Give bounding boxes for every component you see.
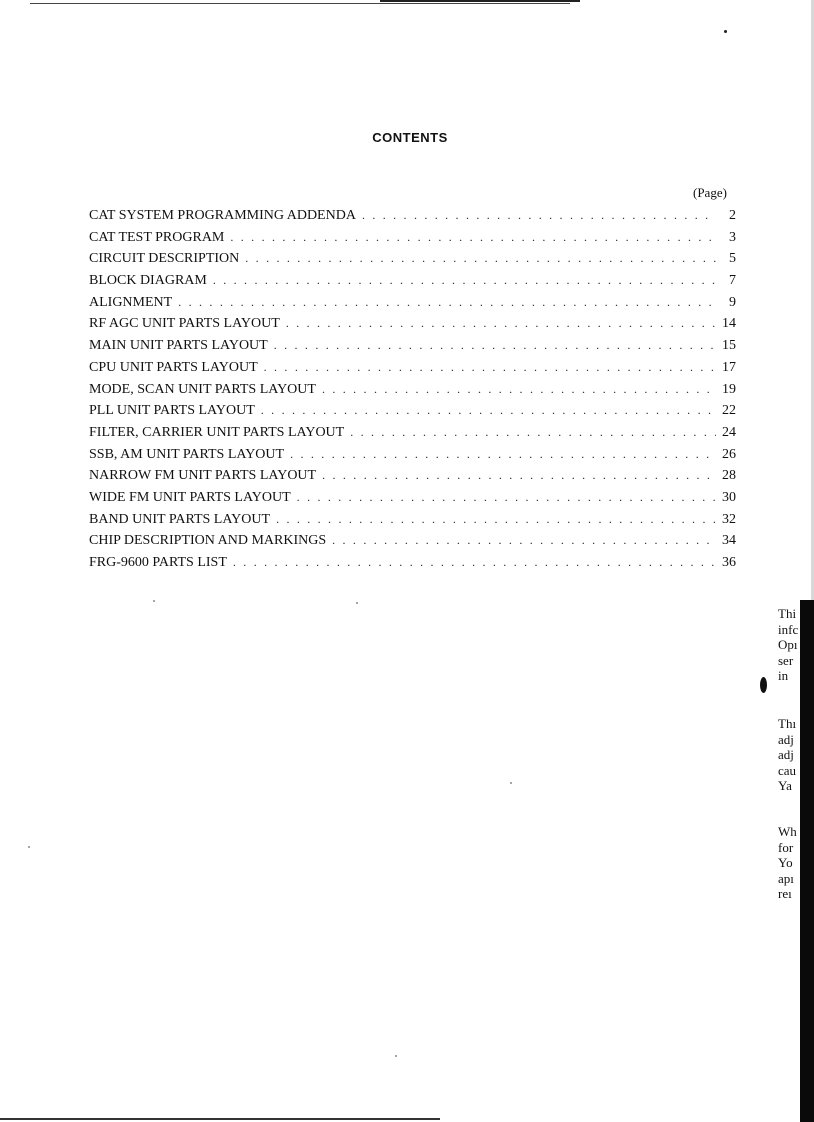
toc-entry-page: 36 <box>722 555 736 570</box>
toc-entry <box>89 422 736 444</box>
toc-entry <box>89 357 736 379</box>
adjacent-page-fragment-2: Thı adj adj cau Ya <box>778 716 797 793</box>
toc-entry-page: 14 <box>722 316 736 332</box>
toc-entry-label: CAT TEST PROGRAM <box>89 229 225 245</box>
toc-entry-page: 17 <box>722 359 736 375</box>
adjacent-page-shadow <box>800 600 814 1122</box>
toc-entry-label: RF AGC UNIT PARTS LAYOUT <box>89 316 280 332</box>
toc-entry-page: 28 <box>722 468 736 484</box>
toc-entry-label: NARROW FM UNIT PARTS LAYOUT <box>89 468 317 484</box>
toc-entry-label: MODE, SCAN UNIT PARTS LAYOUT <box>89 381 316 397</box>
toc-entry-page: 2 <box>729 208 736 223</box>
toc-entry-label: CPU UNIT PARTS LAYOUT <box>89 359 258 375</box>
table-of-contents <box>89 205 736 574</box>
toc-entry-page: 30 <box>722 489 736 505</box>
toc-leader-dots <box>261 400 716 422</box>
scan-speck <box>356 602 358 604</box>
toc-entry <box>89 248 736 270</box>
toc-entry-label: WIDE FM UNIT PARTS LAYOUT <box>89 489 291 505</box>
toc-entry-label: CIRCUIT DESCRIPTION <box>89 251 240 267</box>
toc-entry-page: 24 <box>722 424 736 440</box>
toc-entry-label: FRG-9600 PARTS LIST <box>89 555 227 570</box>
toc-leader-dots <box>276 509 716 531</box>
toc-leader-dots <box>245 248 716 270</box>
toc-entry <box>89 205 736 227</box>
toc-entry <box>89 400 736 422</box>
scan-speck <box>510 782 512 784</box>
toc-entry-label: BAND UNIT PARTS LAYOUT <box>89 511 271 527</box>
toc-leader-dots <box>350 422 716 444</box>
toc-leader-dots <box>322 379 716 401</box>
scan-speck <box>395 1055 397 1057</box>
toc-leader-dots <box>213 270 716 292</box>
toc-entry <box>89 270 736 292</box>
toc-entry-label: CHIP DESCRIPTION AND MARKINGS <box>89 533 327 549</box>
top-scan-rule-dark <box>380 0 580 2</box>
toc-entry <box>89 292 736 314</box>
adjacent-page-fragment-3: Wh for Yo apı reı <box>778 824 797 901</box>
toc-entry-label: BLOCK DIAGRAM <box>89 273 207 289</box>
toc-entry <box>89 487 736 509</box>
toc-entry-page: 7 <box>729 273 736 289</box>
scan-speck <box>28 846 30 848</box>
toc-leader-dots <box>233 552 716 574</box>
page-column-label: (Page) <box>693 185 727 200</box>
toc-entry <box>89 335 736 357</box>
toc-entry <box>89 313 736 335</box>
toc-leader-dots <box>230 227 716 249</box>
scan-speck <box>724 30 727 33</box>
toc-leader-dots <box>274 335 716 357</box>
toc-entry-page: 3 <box>729 229 736 245</box>
toc-entry <box>89 379 736 401</box>
toc-entry-label: MAIN UNIT PARTS LAYOUT <box>89 338 268 354</box>
adjacent-page-fragment-1: Thi infc Opı ser in <box>778 606 799 683</box>
toc-entry-label: SSB, AM UNIT PARTS LAYOUT <box>89 446 285 462</box>
toc-entry-page: 32 <box>722 511 736 527</box>
toc-entry-page: 5 <box>729 251 736 267</box>
toc-entry-page: 19 <box>722 381 736 397</box>
toc-entry-label: PLL UNIT PARTS LAYOUT <box>89 403 255 419</box>
toc-leader-dots <box>290 444 716 466</box>
binding-hole-mark <box>760 677 767 693</box>
toc-entry <box>89 509 736 531</box>
toc-entry-page: 22 <box>722 403 736 419</box>
toc-leader-dots <box>286 313 716 335</box>
bottom-scan-rule <box>0 1118 440 1120</box>
scan-speck <box>153 600 155 602</box>
toc-entry <box>89 465 736 487</box>
toc-leader-dots <box>297 487 716 509</box>
toc-entry-label: FILTER, CARRIER UNIT PARTS LAYOUT <box>89 424 345 440</box>
toc-entry-page: 9 <box>729 294 736 310</box>
toc-entry <box>89 444 736 466</box>
toc-leader-dots <box>332 530 716 552</box>
toc-leader-dots <box>178 292 716 314</box>
toc-entry <box>89 530 736 552</box>
page-title: CONTENTS <box>372 129 448 145</box>
toc-entry-page: 15 <box>722 338 736 354</box>
toc-entry-page: 34 <box>722 533 736 549</box>
top-scan-rule <box>30 3 570 4</box>
toc-entry <box>89 552 736 574</box>
toc-leader-dots <box>264 357 716 379</box>
toc-entry-label: CAT SYSTEM PROGRAMMING ADDENDA <box>89 208 356 223</box>
toc-leader-dots <box>362 205 716 227</box>
toc-entry <box>89 227 736 249</box>
toc-leader-dots <box>322 465 716 487</box>
toc-entry-page: 26 <box>722 446 736 462</box>
toc-entry-label: ALIGNMENT <box>89 294 173 310</box>
